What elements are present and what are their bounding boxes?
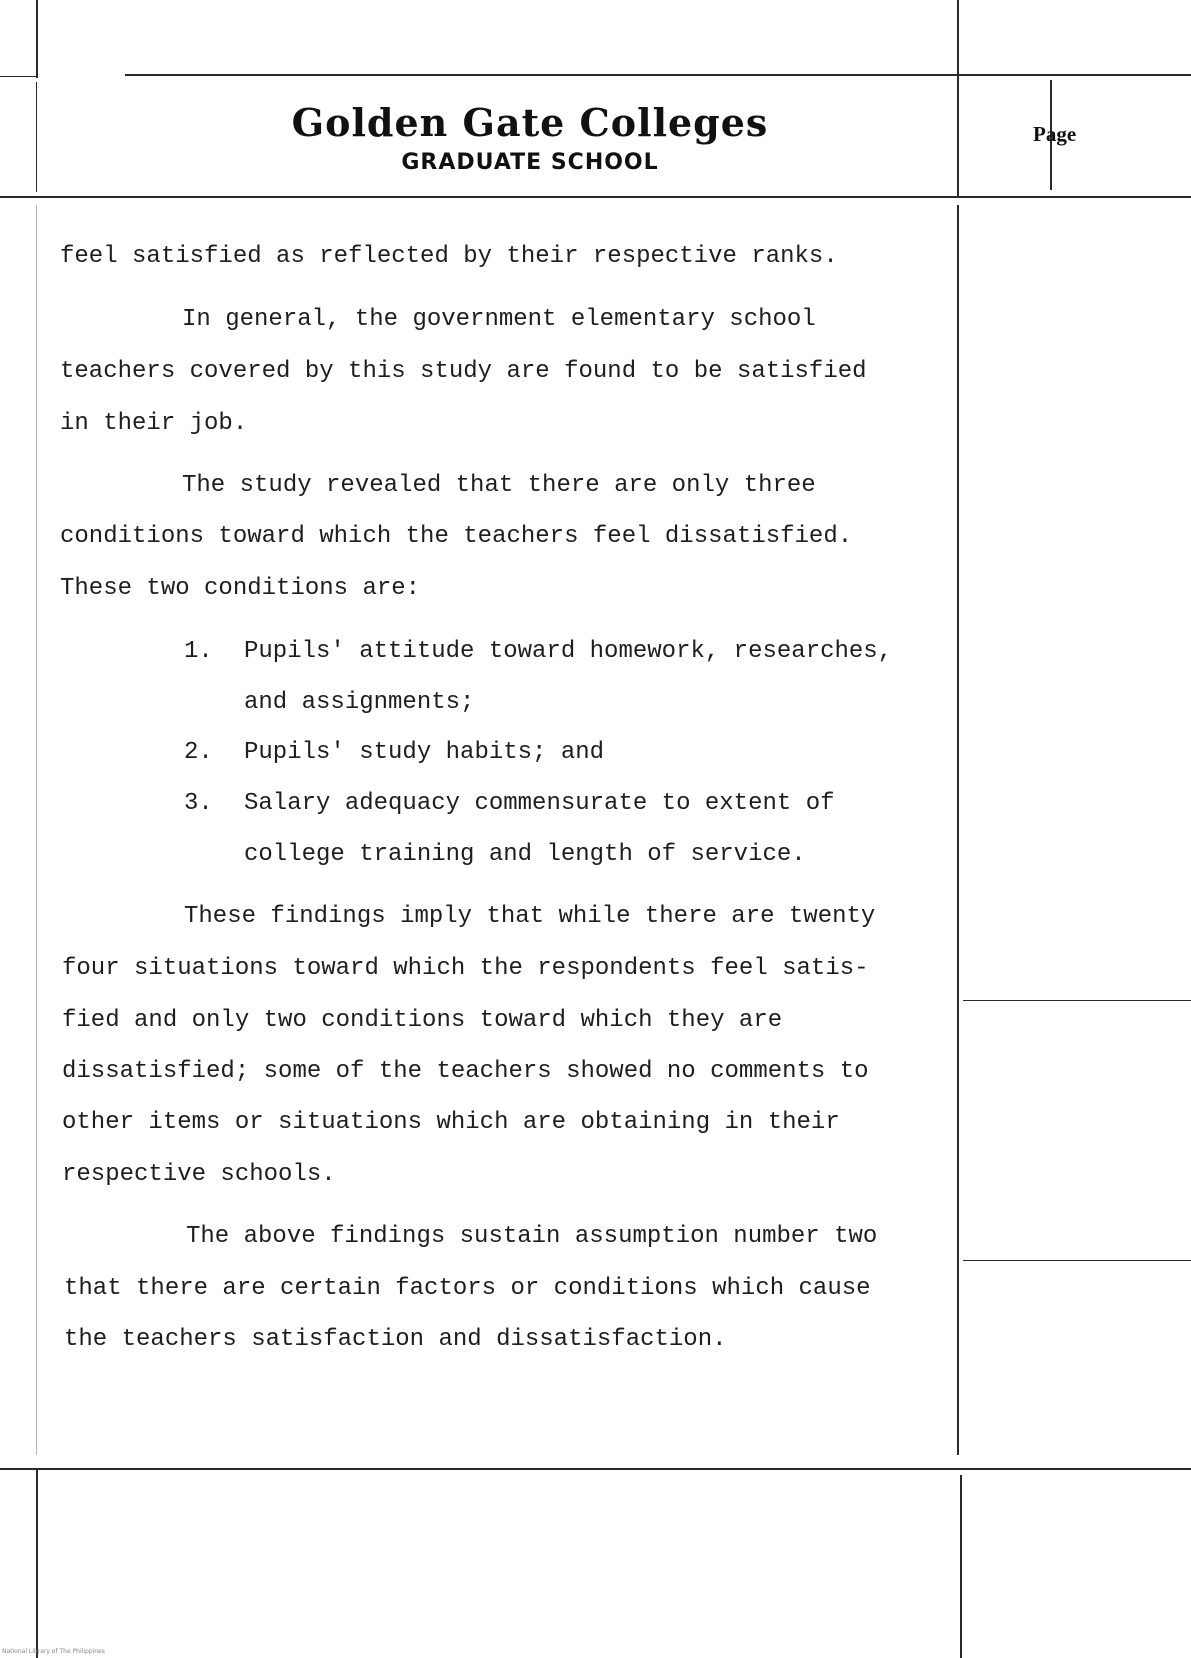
list-item-line: and assignments; <box>244 689 475 716</box>
left-margin-rule-body <box>36 205 37 1455</box>
footer-top-rule <box>0 1468 1191 1470</box>
text-line: the teachers satisfaction and dissatisfaction. <box>64 1326 727 1353</box>
list-number: 1. <box>184 638 213 665</box>
institution-name: Golden Gate Colleges <box>291 100 769 145</box>
text-line: respective schools. <box>62 1161 336 1188</box>
right-column-rule-body <box>957 205 959 1455</box>
text-line: These findings imply that while there are twenty <box>184 903 876 930</box>
text-line: fied and only two conditions toward which they are <box>62 1007 783 1034</box>
list-item-line: Pupils' study habits; and <box>244 739 605 766</box>
archive-footer-note: National Library of The Philippines <box>2 1648 105 1655</box>
list-item-line: Pupils' attitude toward homework, researches, <box>244 638 893 665</box>
text-line: teachers covered by this study are found to be satisfied <box>60 358 867 385</box>
left-margin-rule-bottom <box>36 1470 38 1658</box>
text-line: dissatisfied; some of the teachers showed no comments to <box>62 1058 869 1085</box>
school-name: GRADUATE SCHOOL <box>401 150 659 175</box>
right-column-divider-2 <box>963 1260 1191 1261</box>
header-bottom-rule <box>0 196 1191 198</box>
list-number: 2. <box>184 739 213 766</box>
text-line: that there are certain factors or conditions which cause <box>64 1275 871 1302</box>
text-line: in their job. <box>60 410 248 437</box>
right-column-rule-top <box>957 0 959 198</box>
text-line: The above findings sustain assumption number two <box>186 1223 878 1250</box>
top-short-rule <box>0 76 38 77</box>
text-line: feel satisfied as reflected by their respective ranks. <box>60 243 838 270</box>
text-line: four situations toward which the respondents feel satis- <box>62 955 869 982</box>
left-margin-rule-top <box>36 0 38 78</box>
list-item-line: Salary adequacy commensurate to extent of <box>244 790 835 817</box>
header-top-rule <box>125 74 1191 76</box>
text-line: The study revealed that there are only three <box>182 472 816 499</box>
list-number: 3. <box>184 790 213 817</box>
list-item-line: college training and length of service. <box>244 841 806 868</box>
text-line: other items or situations which are obtaining in their <box>62 1109 840 1136</box>
page-label: Page <box>1033 122 1077 146</box>
right-column-divider-1 <box>963 1000 1191 1001</box>
left-margin-rule-header <box>36 82 37 192</box>
text-line: conditions toward which the teachers feel dissatisfied. <box>60 523 853 550</box>
right-column-rule-bottom <box>960 1475 962 1658</box>
text-line: These two conditions are: <box>60 575 421 602</box>
text-line: In general, the government elementary school <box>182 306 816 333</box>
